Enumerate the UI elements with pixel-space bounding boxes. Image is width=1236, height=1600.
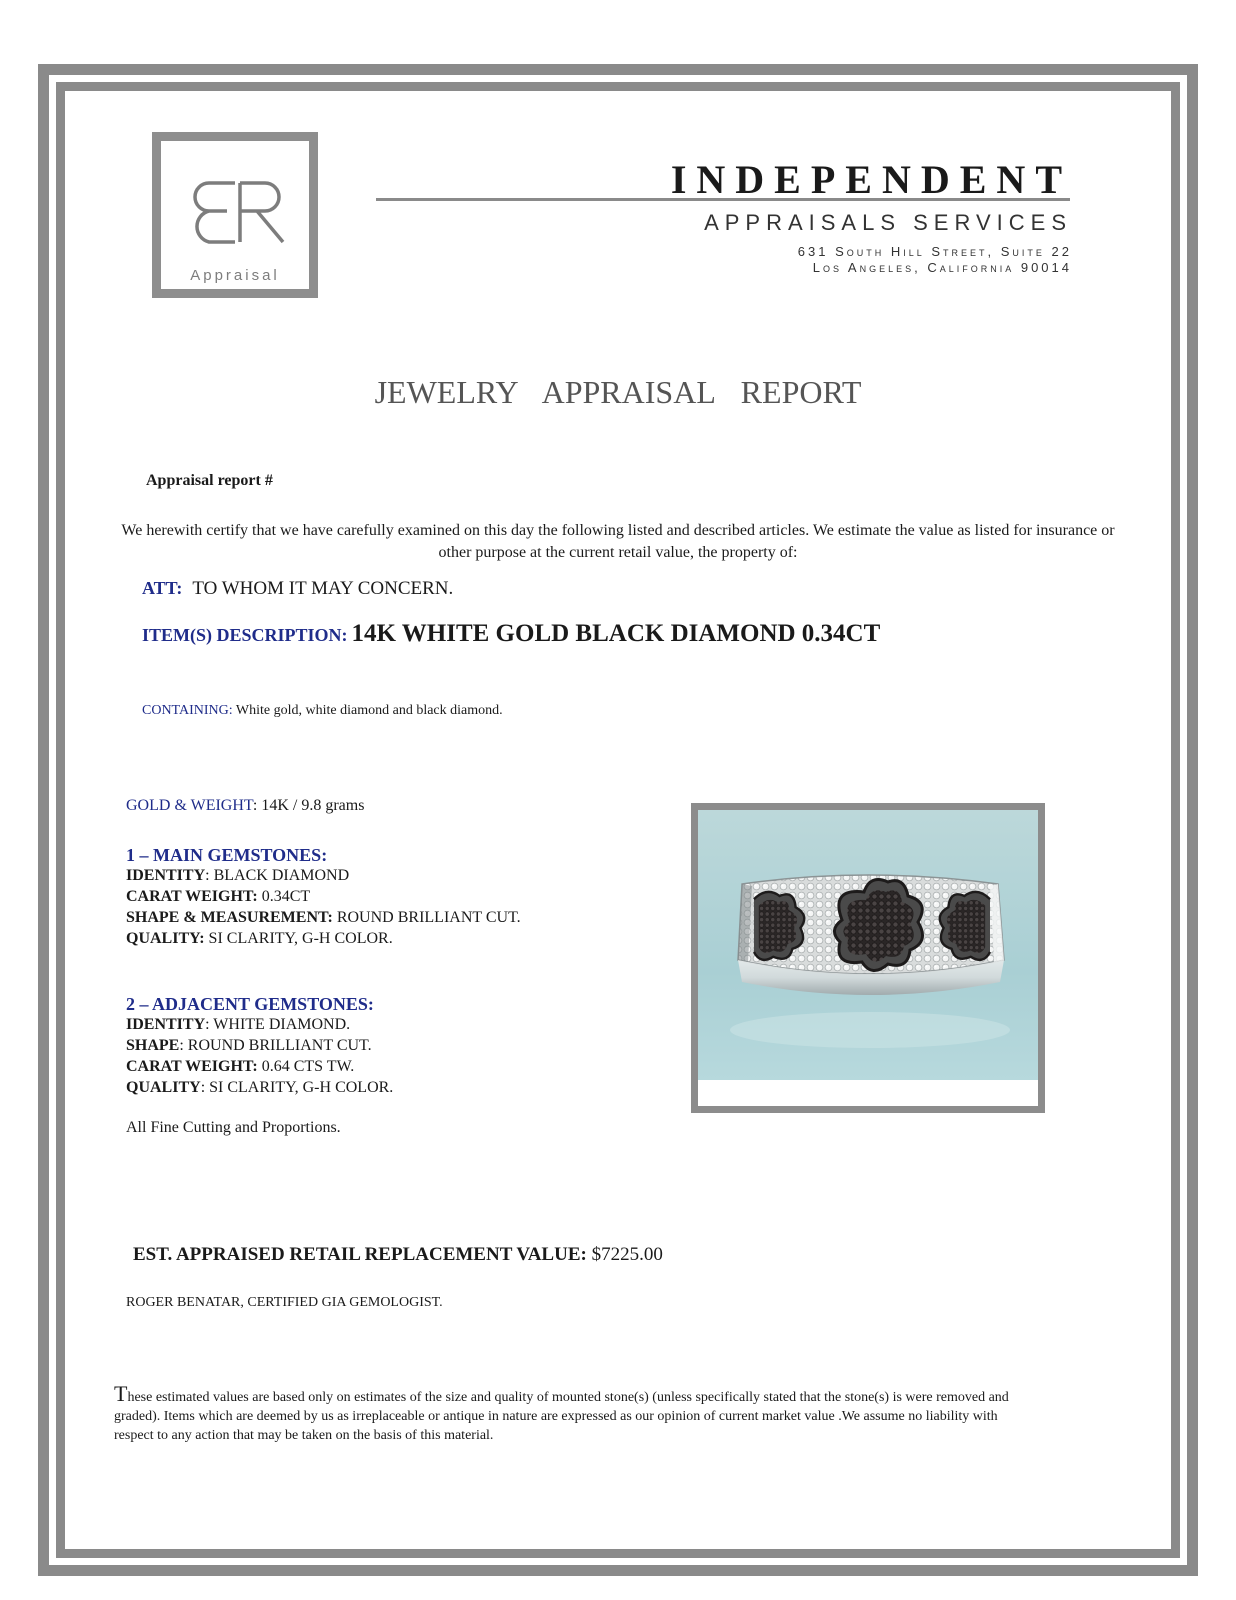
report-number-label: Appraisal report # bbox=[146, 472, 273, 489]
adj-quality-label: QUALITY bbox=[126, 1079, 201, 1096]
gold-weight-label: GOLD & WEIGHT bbox=[126, 797, 253, 814]
gemologist-signature: ROGER BENATAR, CERTIFIED GIA GEMOLOGIST. bbox=[126, 1295, 443, 1310]
main-identity-row bbox=[126, 867, 349, 885]
main-carat-row bbox=[126, 888, 310, 906]
company-subtitle: APPRAISALS SERVICES bbox=[704, 210, 1072, 235]
adj-quality-value: : SI CLARITY, G-H COLOR. bbox=[200, 1079, 394, 1096]
adj-carat-row bbox=[126, 1058, 354, 1076]
er-appraisal-logo bbox=[152, 132, 318, 298]
att-label: ATT: bbox=[142, 578, 183, 598]
main-identity-label: IDENTITY bbox=[126, 867, 206, 884]
item-description bbox=[142, 620, 880, 648]
estimate-label: EST. APPRAISED RETAIL REPLACEMENT VALUE: bbox=[133, 1244, 587, 1265]
er-logo-icon bbox=[193, 179, 293, 245]
address-line-1: 631 South Hill Street, Suite 22 bbox=[797, 244, 1072, 259]
adj-identity-value: : WHITE DIAMOND. bbox=[205, 1016, 351, 1033]
adj-shape-label: SHAPE bbox=[126, 1037, 180, 1054]
certification-text: We herewith certify that we have carefully examined on this day the following listed and described articles. We estimate the value as listed for insurance or other purpose at the current retail value, the property of: bbox=[121, 522, 1115, 561]
containing-line bbox=[142, 703, 503, 719]
adj-identity-row bbox=[126, 1016, 350, 1034]
gold-weight-value: : 14K / 9.8 grams bbox=[252, 797, 365, 814]
fine-cutting-note: All Fine Cutting and Proportions. bbox=[126, 1119, 341, 1136]
main-shape-label: SHAPE & MEASUREMENT: bbox=[126, 909, 333, 926]
att-value: TO WHOM IT MAY CONCERN. bbox=[192, 578, 454, 599]
logo-subtitle: Appraisal bbox=[190, 267, 280, 284]
containing-label: CONTAINING: bbox=[142, 703, 233, 718]
main-quality-row bbox=[126, 930, 393, 948]
company-name: INDEPENDENT bbox=[670, 157, 1072, 202]
main-shape-value: ROUND BRILLIANT CUT. bbox=[332, 909, 521, 926]
adj-quality-row bbox=[126, 1079, 393, 1097]
disclaimer bbox=[114, 1381, 1014, 1445]
adjacent-gemstones-heading: 2 – ADJACENT GEMSTONES: bbox=[126, 994, 374, 1014]
main-quality-value: SI CLARITY, G-H COLOR. bbox=[204, 930, 393, 947]
ring-photo-frame bbox=[691, 803, 1045, 1113]
main-carat-value: 0.34CT bbox=[257, 888, 311, 905]
item-label: ITEM(S) DESCRIPTION: bbox=[142, 625, 348, 645]
estimate-line bbox=[133, 1244, 663, 1266]
main-quality-label: QUALITY: bbox=[126, 930, 205, 947]
main-identity-value: : BLACK DIAMOND bbox=[205, 867, 350, 884]
adj-carat-label: CARAT WEIGHT: bbox=[126, 1058, 258, 1075]
main-carat-label: CARAT WEIGHT: bbox=[126, 888, 258, 905]
disclaimer-text: hese estimated values are based only on estimates of the size and quality of mounted stone(s) (unless specifically stated that the stone(s) is were removed and graded). Items which are deemed by us as irreplaceable or antique in nature are expressed as our opinion of current market value .We assume no liability with respect to any action that may be taken on the basis of this material. bbox=[114, 1390, 1009, 1443]
address-line-2: Los Angeles, California 90014 bbox=[812, 260, 1072, 275]
estimate-value: $7225.00 bbox=[586, 1244, 663, 1265]
adj-identity-label: IDENTITY bbox=[126, 1016, 206, 1033]
report-title: JEWELRY APPRAISAL REPORT bbox=[374, 374, 862, 410]
ring-photo bbox=[698, 810, 1038, 1080]
main-shape-row bbox=[126, 909, 521, 927]
disclaimer-initial: T bbox=[114, 1381, 128, 1406]
main-gemstones-heading: 1 – MAIN GEMSTONES: bbox=[126, 845, 328, 865]
att-line bbox=[142, 578, 453, 600]
adj-shape-row bbox=[126, 1037, 372, 1055]
item-value: 14K WHITE GOLD BLACK DIAMOND 0.34CT bbox=[351, 620, 881, 647]
containing-value: White gold, white diamond and black diamond. bbox=[235, 703, 503, 718]
adj-shape-value: : ROUND BRILLIANT CUT. bbox=[179, 1037, 372, 1054]
gold-weight-line bbox=[126, 797, 364, 815]
adj-carat-value: 0.64 CTS TW. bbox=[257, 1058, 355, 1075]
